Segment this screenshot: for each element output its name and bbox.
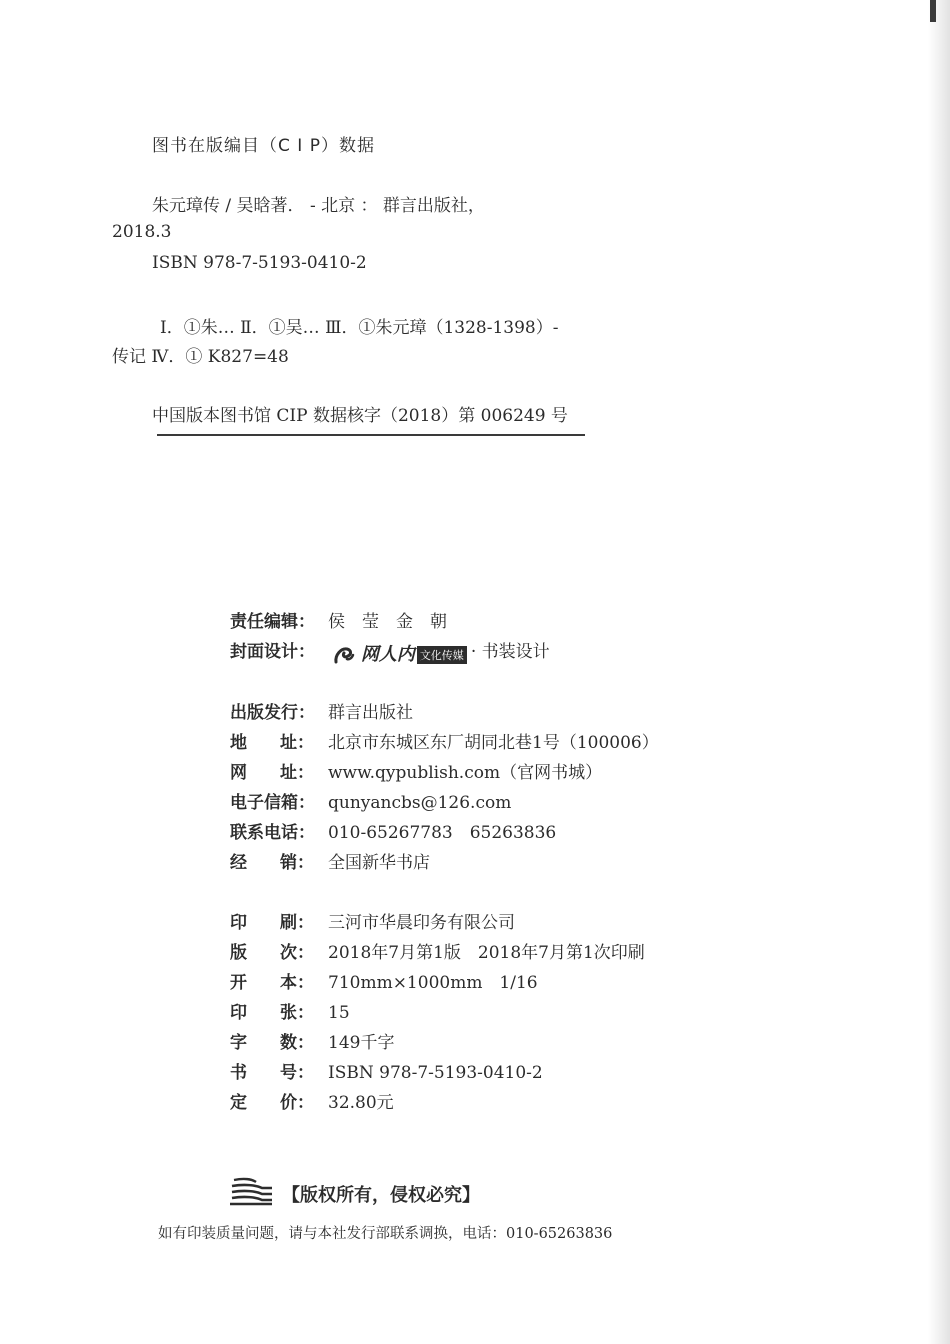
edition-value: 2018年7月第1版 2018年7月第1次印刷 [328,943,645,963]
design-studio-logo [333,640,466,666]
email-value: qunyancbs@126.com [328,793,512,813]
distributor-label: 经 销： [230,853,314,873]
editor-label: 责任编辑： [230,612,315,632]
cover-design-row [230,637,550,665]
phone-row [230,818,556,842]
publisher-row [230,698,413,722]
format-label: 开 本： [230,973,314,993]
distributor-value: 全国新华书店 [328,853,430,873]
cip-classification-1: Ⅰ．①朱… Ⅱ．①吴… Ⅲ．①朱元璋（1328-1398）- [160,318,559,338]
format-row [230,968,538,992]
printer-row [230,908,515,932]
edition-label: 版 次： [230,943,314,963]
website-row [230,758,602,782]
book-number-row [230,1058,543,1082]
word-count-label: 字 数： [230,1033,314,1053]
logo-calligraphy: 网人内 [360,643,415,665]
sheets-row [230,998,350,1022]
printer-value: 三河市华晨印务有限公司 [328,913,515,933]
cip-isbn: ISBN 978-7-5193-0410-2 [152,253,367,273]
email-row [230,788,511,812]
publisher-books-icon [230,1176,274,1206]
price-value: 32.80元 [328,1093,394,1113]
cover-design-label: 封面设计： [230,642,315,662]
publisher-value: 群言出版社 [328,703,413,723]
cip-line-2: 2018.3 [112,222,172,242]
page-edge-shadow [928,0,950,1344]
word-count-row [230,1028,394,1052]
cover-design-value: · 书装设计 [470,642,550,662]
phone-label: 联系电话： [230,823,315,843]
format-value: 710mm×1000mm 1/16 [328,973,538,993]
phone-value: 010-65267783 65263836 [328,823,557,843]
book-number-value: ISBN 978-7-5193-0410-2 [328,1063,543,1083]
cip-line-1: 朱元璋传 / 吴晗著． - 北京 ： 群言出版社， [152,196,485,216]
logo-tag: 文化传媒 [417,646,467,664]
editor-row [230,607,447,631]
email-label: 电子信箱： [230,793,315,813]
quality-notice: 如有印装质量问题，请与本社发行部联系调换，电话：010-65263836 [158,1226,613,1242]
cip-title: 图书在版编目（C I P）数据 [152,136,375,156]
sheets-value: 15 [328,1003,350,1023]
scan-mark [930,0,936,22]
price-row [230,1088,394,1112]
copyright-text: 【版权所有，侵权必究】 [282,1185,480,1206]
editor-value: 侯 莹 金 朝 [328,612,447,632]
book-number-label: 书 号： [230,1063,314,1083]
website-label: 网 址： [230,763,314,783]
address-label: 地 址： [230,733,314,753]
cip-classification-2: 传记 Ⅳ．① K827=48 [112,347,289,367]
website-value: www.qypublish.com（官网书城） [328,763,603,783]
distributor-row [230,848,430,872]
edition-row [230,938,645,962]
address-value: 北京市东城区东厂胡同北巷1号（100006） [328,733,659,753]
publisher-label: 出版发行： [230,703,315,723]
word-count-value: 149千字 [328,1033,395,1053]
cip-number: 中国版本图书馆 CIP 数据核字（2018）第 006249 号 [152,406,568,426]
price-label: 定 价： [230,1093,314,1113]
brush-swirl-icon [333,645,355,665]
printer-label: 印 刷： [230,913,314,933]
sheets-label: 印 张： [230,1003,314,1023]
cip-divider [157,434,585,436]
address-row [230,728,659,752]
